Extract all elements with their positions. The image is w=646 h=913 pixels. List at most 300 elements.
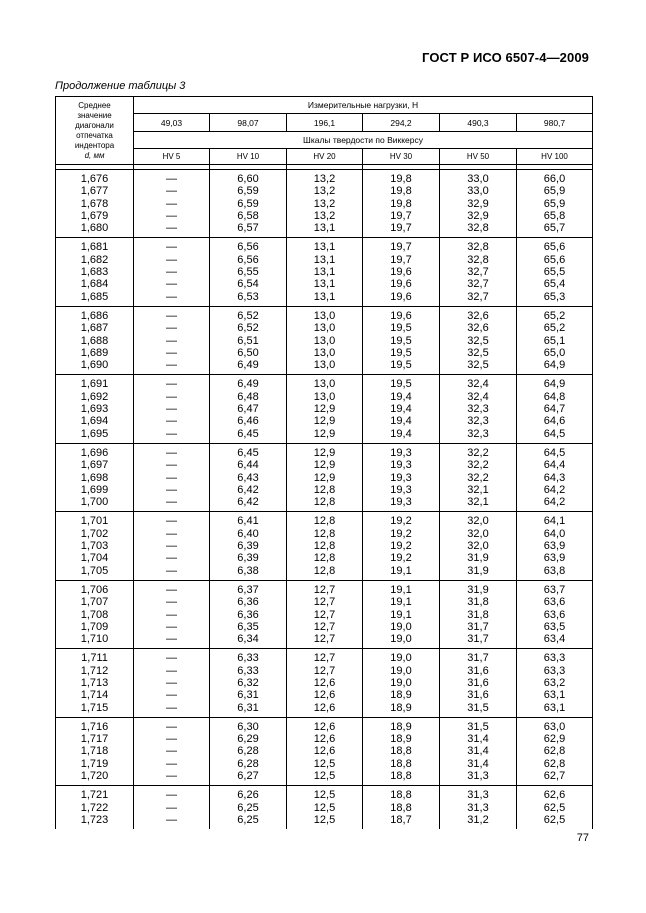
diagonal-value: 1,718: [80, 745, 109, 758]
hv20-value: 12,5: [313, 789, 336, 802]
diagonal-cell: [56, 306, 134, 374]
hv30-value: 19,6: [390, 290, 412, 303]
hv50-value: 31,6: [467, 676, 489, 689]
diagonal-value: 1,696: [80, 446, 109, 459]
hv5-value: —: [166, 378, 177, 391]
hv5-value: —: [166, 185, 177, 198]
hv50-value: 31,6: [467, 664, 489, 677]
hv5-value: —: [166, 446, 177, 459]
hv100-value: 63,8: [543, 564, 566, 577]
hv30-value: 19,6: [390, 278, 412, 291]
hv100-value: 62,8: [543, 757, 566, 770]
hv100-value: 63,6: [543, 596, 566, 609]
load-cell: 980,7: [517, 114, 593, 132]
diagonal-cell: [56, 512, 134, 580]
hv20-value: 12,9: [313, 415, 336, 428]
hv20-value: 12,6: [313, 689, 336, 702]
hv100-value: 65,8: [543, 209, 566, 222]
hv20-value: 13,0: [313, 346, 336, 359]
hv5-value: —: [166, 596, 177, 609]
hv100-value: 64,9: [543, 378, 566, 391]
hv5-value: —: [166, 583, 177, 596]
hv20-value: 13,2: [313, 209, 336, 222]
hv100-value: 63,5: [543, 620, 566, 633]
hv5-value: —: [166, 222, 177, 235]
hv30-cell: [363, 786, 440, 829]
hv30-value: 19,3: [390, 471, 412, 484]
hv50-cell: [440, 375, 517, 443]
hv10-cell: [210, 717, 287, 785]
hv50-value: 31,4: [467, 757, 489, 770]
diagonal-value: 1,695: [80, 427, 109, 440]
diagonal-value: 1,704: [80, 552, 109, 565]
table-row: [56, 170, 593, 238]
diagonal-value: 1,708: [80, 608, 109, 621]
scale-cell: HV 20: [287, 149, 363, 165]
hv100-value: 63,7: [543, 583, 566, 596]
hv100-value: 63,2: [543, 676, 566, 689]
diagonal-value: 1,678: [80, 197, 109, 210]
hv50-value: 31,7: [467, 633, 489, 646]
diagonal-value: 1,690: [80, 359, 109, 372]
hv20-value: 12,7: [313, 620, 336, 633]
hv10-value: 6,34: [237, 633, 259, 646]
diagonal-value: 1,701: [80, 515, 109, 528]
scale-cell: HV 10: [210, 149, 287, 165]
table-group: [56, 580, 593, 648]
hv10-value: 6,36: [237, 608, 259, 621]
hv10-value: 6,35: [237, 620, 259, 633]
hv10-cell: [210, 512, 287, 580]
hv5-value: —: [166, 813, 177, 826]
hv10-value: 6,28: [237, 757, 259, 770]
hv50-value: 31,5: [467, 701, 489, 714]
hv50-value: 31,7: [467, 620, 489, 633]
hv5-value: —: [166, 496, 177, 509]
hv50-value: 31,3: [467, 770, 489, 783]
hv50-value: 32,2: [467, 446, 489, 459]
hv10-value: 6,33: [237, 652, 259, 665]
hv30-value: 19,1: [390, 596, 412, 609]
hv5-value: —: [166, 676, 177, 689]
hv20-value: 13,0: [313, 309, 336, 322]
hv20-cell: [287, 580, 363, 648]
table-group: [56, 443, 593, 511]
hv50-value: 32,8: [467, 253, 489, 266]
hv5-value: —: [166, 664, 177, 677]
hv100-value: 62,9: [543, 733, 566, 746]
diagonal-value: 1,700: [80, 496, 109, 509]
hv50-value: 31,4: [467, 733, 489, 746]
hv30-value: 19,8: [390, 185, 412, 198]
hv10-value: 6,44: [237, 459, 259, 472]
hv10-value: 6,55: [237, 266, 259, 279]
hv50-value: 32,0: [467, 540, 489, 553]
diagonal-value: 1,702: [80, 527, 109, 540]
scale-cell: HV 5: [134, 149, 210, 165]
hv10-cell: [210, 238, 287, 306]
hv50-value: 32,8: [467, 241, 489, 254]
hv50-value: 32,5: [467, 346, 489, 359]
hv30-value: 19,2: [390, 552, 412, 565]
hv5-value: —: [166, 515, 177, 528]
hv5-value: —: [166, 390, 177, 403]
diagonal-value: 1,687: [80, 322, 109, 335]
hv10-value: 6,51: [237, 334, 259, 347]
diagonal-value: 1,705: [80, 564, 109, 577]
hv30-value: 19,2: [390, 527, 412, 540]
diagonal-value: 1,688: [80, 334, 109, 347]
hv20-value: 12,6: [313, 676, 336, 689]
diagonal-value: 1,679: [80, 209, 109, 222]
hv100-value: 62,7: [543, 770, 566, 783]
hv20-value: 12,7: [313, 633, 336, 646]
hv5-cell: [134, 649, 210, 717]
hv5-cell: [134, 512, 210, 580]
diagonal-cell: [56, 649, 134, 717]
hv100-value: 65,6: [543, 253, 566, 266]
hv30-cell: [363, 238, 440, 306]
hv30-value: 19,8: [390, 173, 412, 185]
hv5-value: —: [166, 689, 177, 702]
hv10-value: 6,49: [237, 378, 259, 391]
load-cell: 98,07: [210, 114, 287, 132]
hv20-value: 12,8: [313, 552, 336, 565]
hv100-cell: [517, 580, 593, 648]
hv5-value: —: [166, 620, 177, 633]
hv100-value: 62,5: [543, 801, 566, 814]
load-cell: 196,1: [287, 114, 363, 132]
document-code: ГОСТ Р ИСО 6507-4—2009: [422, 50, 589, 65]
hv10-value: 6,27: [237, 770, 259, 783]
table-group: [56, 238, 593, 306]
hv100-value: 65,7: [543, 222, 566, 235]
diagonal-cell: [56, 443, 134, 511]
hv30-value: 19,0: [390, 620, 412, 633]
diagonal-cell: [56, 786, 134, 829]
hv50-value: 33,0: [467, 173, 489, 185]
hv50-value: 31,7: [467, 652, 489, 665]
hv30-value: 19,4: [390, 415, 412, 428]
hv50-value: 32,3: [467, 427, 489, 440]
hv20-value: 12,9: [313, 459, 336, 472]
hv50-value: 31,9: [467, 564, 489, 577]
diagonal-value: 1,722: [80, 801, 109, 814]
hv5-value: —: [166, 701, 177, 714]
hv10-value: 6,43: [237, 471, 259, 484]
hv5-cell: [134, 580, 210, 648]
hv5-value: —: [166, 241, 177, 254]
hv30-value: 19,5: [390, 346, 412, 359]
hv50-value: 32,0: [467, 527, 489, 540]
hv30-value: 19,1: [390, 564, 412, 577]
hv50-value: 31,2: [467, 813, 489, 826]
hv50-value: 32,6: [467, 322, 489, 335]
hv30-value: 19,3: [390, 446, 412, 459]
diagonal-value: 1,721: [80, 789, 109, 802]
table-group: [56, 306, 593, 374]
table-row: [56, 580, 593, 648]
diagonal-value: 1,709: [80, 620, 109, 633]
hv20-cell: [287, 786, 363, 829]
table-row: [56, 306, 593, 374]
hv30-cell: [363, 512, 440, 580]
hv5-value: —: [166, 633, 177, 646]
hv100-value: 65,0: [543, 346, 566, 359]
hv30-cell: [363, 375, 440, 443]
table-row: [56, 717, 593, 785]
table-group: [56, 512, 593, 580]
hv10-cell: [210, 306, 287, 374]
hv20-value: 12,5: [313, 770, 336, 783]
hv20-value: 13,2: [313, 173, 336, 185]
hv20-value: 13,1: [313, 290, 336, 303]
diagonal-value: 1,713: [80, 676, 109, 689]
hv50-value: 33,0: [467, 185, 489, 198]
hv100-value: 63,0: [543, 720, 566, 733]
hv50-cell: [440, 443, 517, 511]
hv30-value: 19,3: [390, 459, 412, 472]
hv30-value: 18,9: [390, 701, 412, 714]
hv100-value: 66,0: [543, 173, 566, 185]
hv50-cell: [440, 238, 517, 306]
hv20-value: 13,2: [313, 197, 336, 210]
diagonal-cell: [56, 170, 134, 238]
hv5-value: —: [166, 652, 177, 665]
hv20-cell: [287, 443, 363, 511]
hv50-value: 32,3: [467, 415, 489, 428]
hv50-cell: [440, 717, 517, 785]
hv20-value: 12,7: [313, 664, 336, 677]
hv5-value: —: [166, 720, 177, 733]
hv100-value: 64,5: [543, 427, 566, 440]
hv5-value: —: [166, 757, 177, 770]
hv10-value: 6,52: [237, 322, 259, 335]
hv30-cell: [363, 306, 440, 374]
hv20-value: 12,5: [313, 757, 336, 770]
hv50-value: 32,7: [467, 266, 489, 279]
hv5-value: —: [166, 209, 177, 222]
hv20-value: 13,0: [313, 378, 336, 391]
hv10-value: 6,42: [237, 496, 259, 509]
hv30-value: 18,8: [390, 789, 412, 802]
hv50-value: 32,6: [467, 309, 489, 322]
hv100-value: 65,4: [543, 278, 566, 291]
hv100-value: 64,7: [543, 403, 566, 416]
diagonal-value: 1,685: [80, 290, 109, 303]
hv100-value: 64,2: [543, 496, 566, 509]
load-cell: 490,3: [440, 114, 517, 132]
hv20-value: 13,1: [313, 266, 336, 279]
loads-title: Измерительные нагрузки, Н: [134, 97, 593, 114]
hv5-value: —: [166, 403, 177, 416]
hv10-cell: [210, 170, 287, 238]
hv5-value: —: [166, 527, 177, 540]
hv5-cell: [134, 170, 210, 238]
hv50-cell: [440, 649, 517, 717]
hv50-value: 32,2: [467, 471, 489, 484]
diagonal-cell: [56, 717, 134, 785]
hv5-value: —: [166, 253, 177, 266]
hv20-cell: [287, 649, 363, 717]
hv10-value: 6,59: [237, 185, 259, 198]
hv50-value: 31,9: [467, 552, 489, 565]
hv30-value: 19,8: [390, 197, 412, 210]
hv5-value: —: [166, 564, 177, 577]
hv100-value: 63,4: [543, 633, 566, 646]
hv20-value: 12,8: [313, 527, 336, 540]
hv20-value: 13,1: [313, 222, 336, 235]
hv10-value: 6,56: [237, 253, 259, 266]
hv5-value: —: [166, 745, 177, 758]
table-group: [56, 786, 593, 829]
scales-title: Шкалы твердости по Виккерсу: [134, 132, 593, 149]
hv10-value: 6,53: [237, 290, 259, 303]
hv50-value: 32,5: [467, 334, 489, 347]
hv30-value: 19,1: [390, 608, 412, 621]
hv30-value: 19,0: [390, 664, 412, 677]
hv30-cell: [363, 649, 440, 717]
hv50-value: 31,3: [467, 801, 489, 814]
hv10-value: 6,31: [237, 701, 259, 714]
hv30-value: 19,7: [390, 253, 412, 266]
diagonal-value: 1,710: [80, 633, 109, 646]
hv10-value: 6,45: [237, 446, 259, 459]
hv50-value: 32,7: [467, 278, 489, 291]
hv100-value: 65,3: [543, 290, 566, 303]
table-group: [56, 649, 593, 717]
hv100-value: 64,8: [543, 390, 566, 403]
hv10-value: 6,40: [237, 527, 259, 540]
hv50-value: 32,5: [467, 359, 489, 372]
hv30-value: 18,9: [390, 689, 412, 702]
hardness-table: [55, 96, 593, 829]
hv100-value: 65,9: [543, 185, 566, 198]
hv10-cell: [210, 786, 287, 829]
hv20-cell: [287, 512, 363, 580]
hv100-value: 63,1: [543, 701, 566, 714]
hv20-value: 12,7: [313, 608, 336, 621]
diagonal-value: 1,686: [80, 309, 109, 322]
hv20-value: 12,6: [313, 701, 336, 714]
hv20-value: 13,0: [313, 390, 336, 403]
hv100-value: 62,8: [543, 745, 566, 758]
hv50-value: 32,1: [467, 483, 489, 496]
hv20-value: 12,9: [313, 403, 336, 416]
hv20-value: 12,8: [313, 540, 336, 553]
hv30-value: 19,3: [390, 483, 412, 496]
hv10-cell: [210, 649, 287, 717]
hv100-value: 64,2: [543, 483, 566, 496]
hv10-value: 6,37: [237, 583, 259, 596]
hv30-value: 19,0: [390, 652, 412, 665]
hv50-value: 31,4: [467, 745, 489, 758]
diagonal-value: 1,683: [80, 266, 109, 279]
hv5-value: —: [166, 608, 177, 621]
hv10-value: 6,60: [237, 173, 259, 185]
hv30-value: 19,1: [390, 583, 412, 596]
hv50-value: 31,8: [467, 608, 489, 621]
hv10-value: 6,32: [237, 676, 259, 689]
hv10-value: 6,36: [237, 596, 259, 609]
hv100-cell: [517, 238, 593, 306]
hv10-value: 6,52: [237, 309, 259, 322]
diagonal-value: 1,680: [80, 222, 109, 235]
hv10-value: 6,39: [237, 552, 259, 565]
hv20-value: 13,1: [313, 241, 336, 254]
hv20-value: 13,2: [313, 185, 336, 198]
hv30-value: 18,7: [390, 813, 412, 826]
hv10-value: 6,46: [237, 415, 259, 428]
hv100-value: 64,6: [543, 415, 566, 428]
hv20-value: 12,8: [313, 515, 336, 528]
diagonal-cell: [56, 375, 134, 443]
page-number: 77: [576, 832, 589, 844]
hv50-value: 32,4: [467, 390, 489, 403]
diagonal-value: 1,694: [80, 415, 109, 428]
hv100-cell: [517, 306, 593, 374]
hv100-value: 63,6: [543, 608, 566, 621]
hv30-value: 18,8: [390, 745, 412, 758]
hv30-value: 18,9: [390, 720, 412, 733]
hv30-value: 18,8: [390, 757, 412, 770]
hv100-value: 64,9: [543, 359, 566, 372]
diagonal-value: 1,693: [80, 403, 109, 416]
table-group: [56, 717, 593, 785]
hv5-value: —: [166, 540, 177, 553]
hv20-value: 12,9: [313, 427, 336, 440]
diagonal-value: 1,684: [80, 278, 109, 291]
hv5-cell: [134, 717, 210, 785]
diagonal-value: 1,719: [80, 757, 109, 770]
scales-row: [56, 149, 593, 165]
diagonal-value: 1,714: [80, 689, 109, 702]
hv50-value: 32,1: [467, 496, 489, 509]
hv100-cell: [517, 170, 593, 238]
diagonal-value: 1,706: [80, 583, 109, 596]
hv50-cell: [440, 786, 517, 829]
hv20-value: 13,0: [313, 359, 336, 372]
hv50-value: 32,7: [467, 290, 489, 303]
hv20-value: 12,8: [313, 483, 336, 496]
hv10-value: 6,47: [237, 403, 259, 416]
hv20-value: 12,7: [313, 596, 336, 609]
diagonal-value: 1,681: [80, 241, 109, 254]
hv20-value: 12,8: [313, 496, 336, 509]
hv30-value: 18,9: [390, 733, 412, 746]
hv50-value: 31,5: [467, 720, 489, 733]
hv10-value: 6,28: [237, 745, 259, 758]
hv30-value: 19,0: [390, 676, 412, 689]
hv30-cell: [363, 443, 440, 511]
hv10-cell: [210, 443, 287, 511]
diagonal-value: 1,723: [80, 813, 109, 826]
hv100-value: 64,5: [543, 446, 566, 459]
hv10-value: 6,56: [237, 241, 259, 254]
hv30-cell: [363, 580, 440, 648]
hv30-value: 19,2: [390, 515, 412, 528]
hv100-value: 65,1: [543, 334, 566, 347]
diagonal-value: 1,715: [80, 701, 109, 714]
hv30-value: 19,4: [390, 427, 412, 440]
hv5-value: —: [166, 427, 177, 440]
hv50-value: 32,2: [467, 459, 489, 472]
hv20-value: 12,6: [313, 720, 336, 733]
hv30-value: 18,8: [390, 770, 412, 783]
hv20-cell: [287, 306, 363, 374]
diagonal-value: 1,716: [80, 720, 109, 733]
hv30-value: 19,5: [390, 322, 412, 335]
